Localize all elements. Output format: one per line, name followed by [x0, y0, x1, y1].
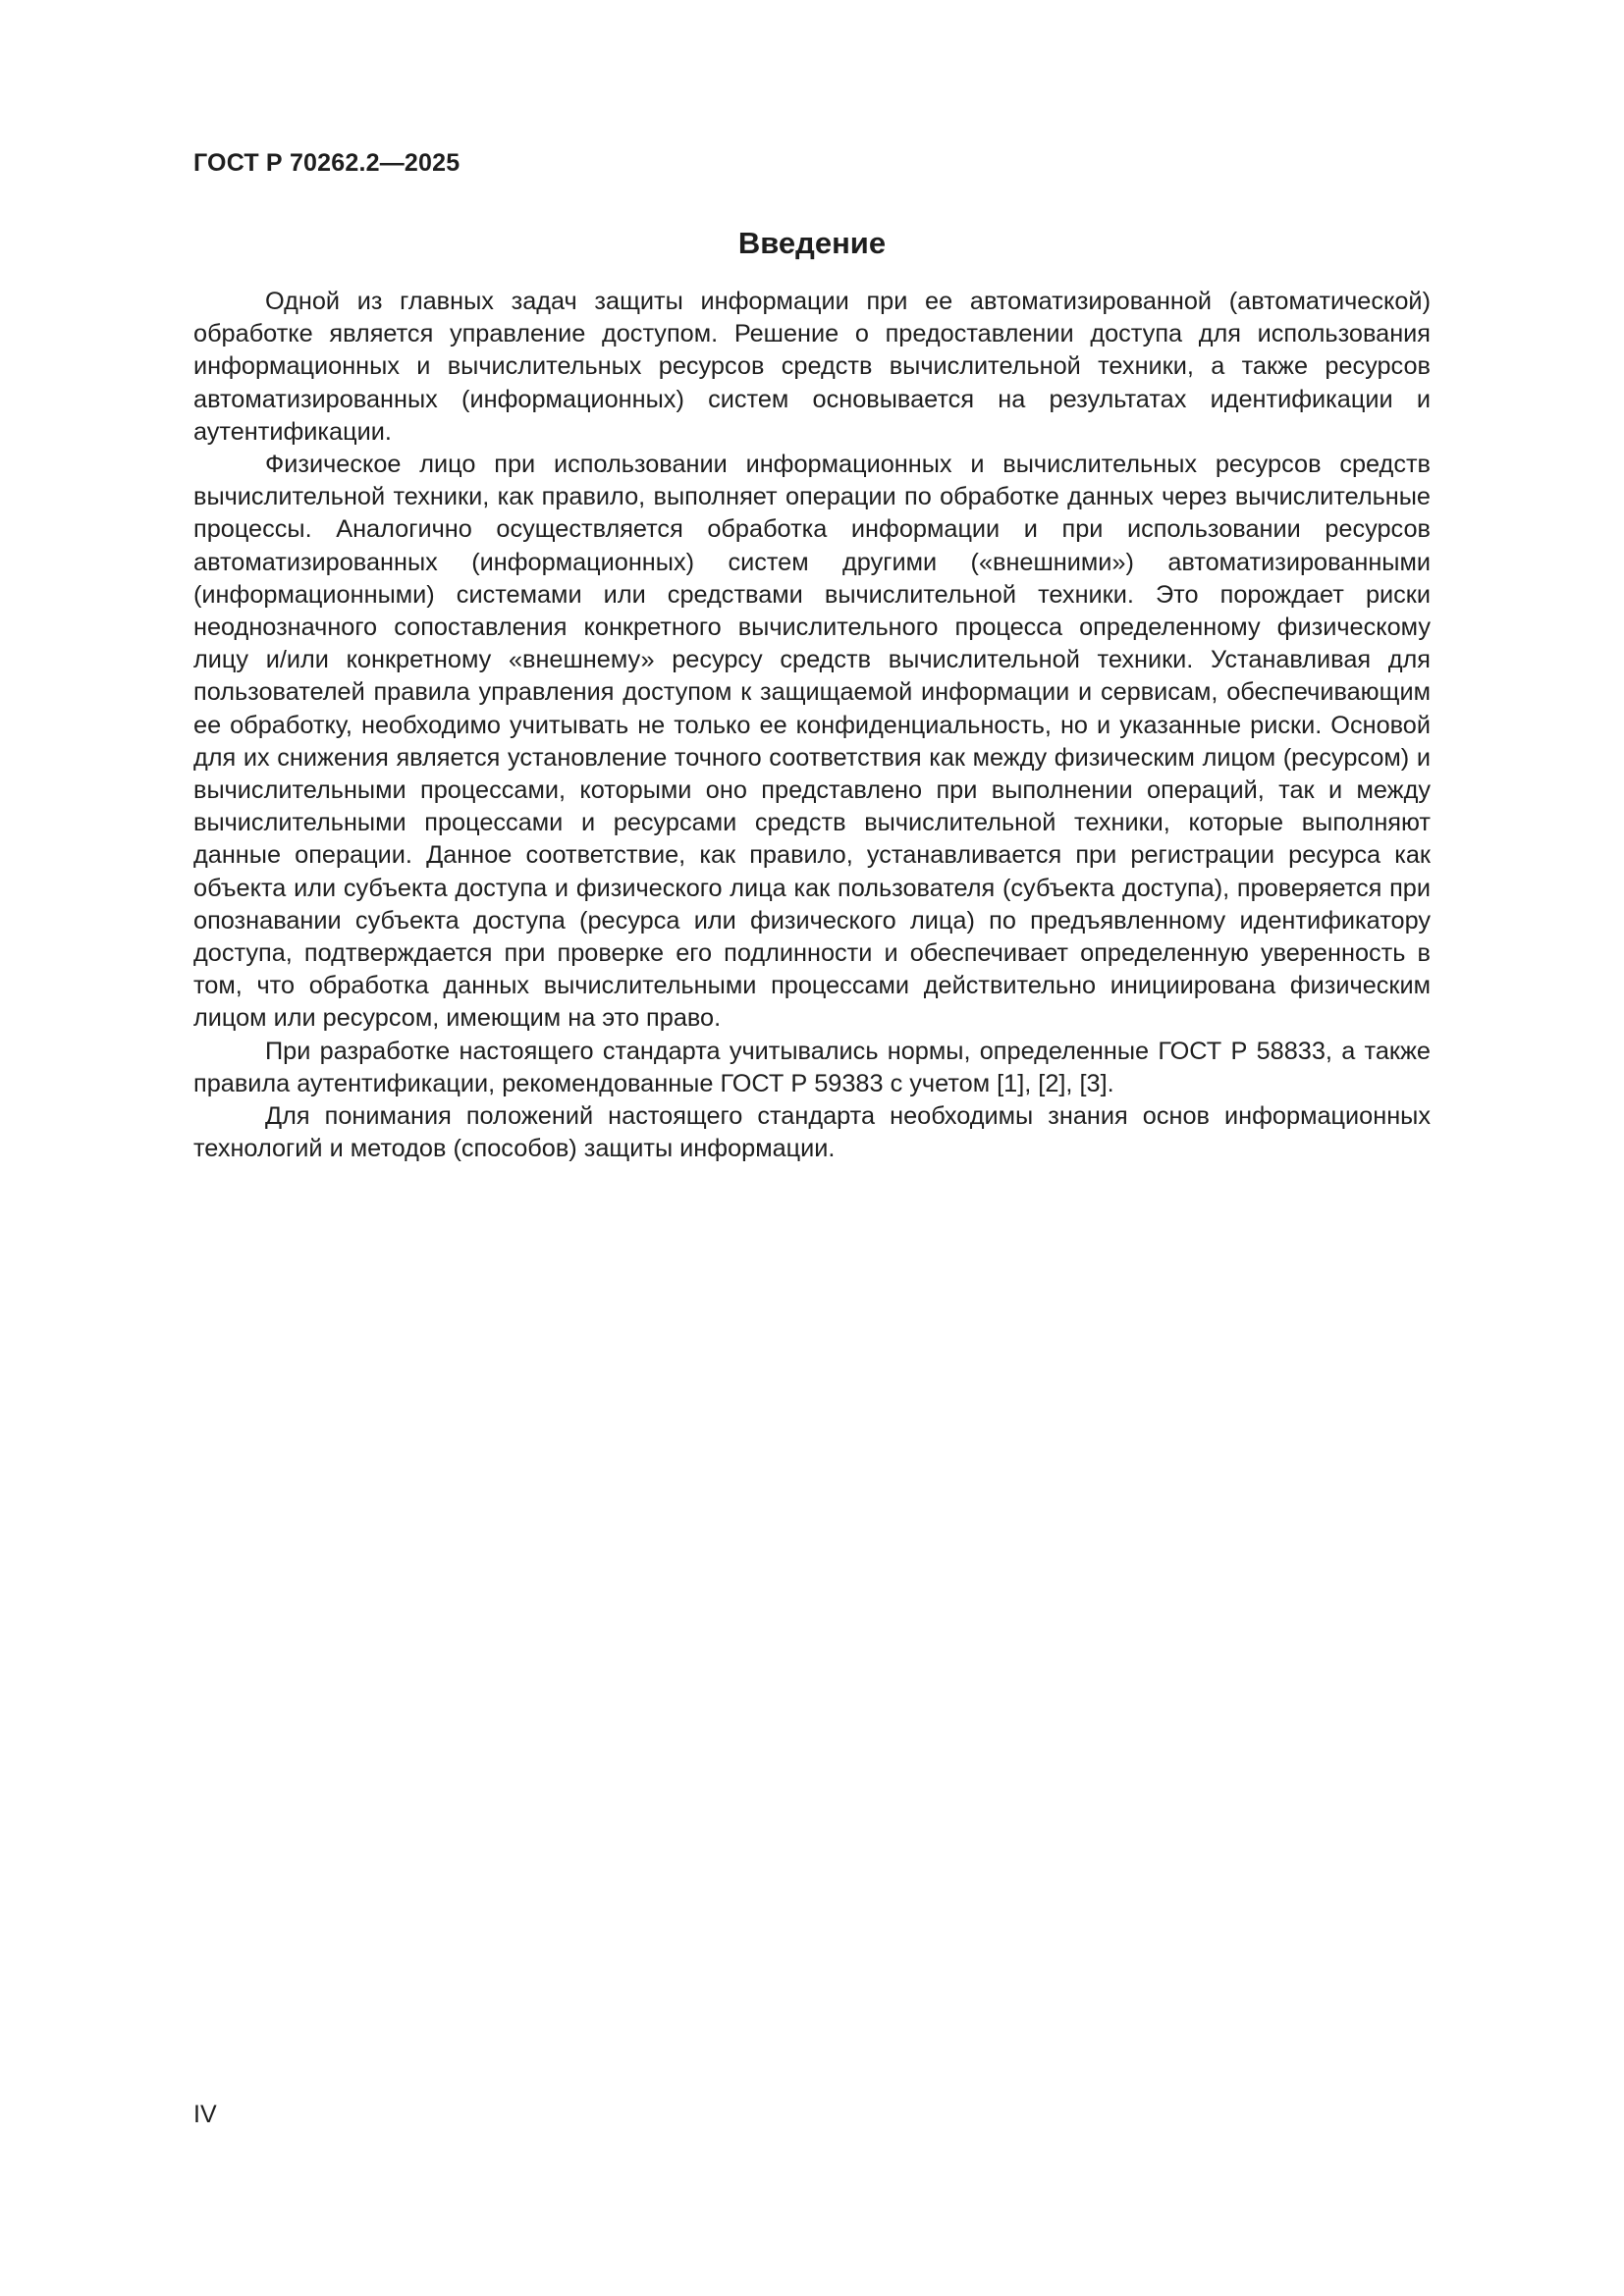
paragraph-1: Одной из главных задач защиты информации при ее автоматизированной (автоматической) обработке является управление доступом. Решение о предоставлении доступа для использования информационных и вычислительных ресурсов средств вычислительной техники, а также ресурсов автоматизированных (информационных) систем основывается на результатах идентификации и аутентификации.: [193, 288, 1431, 446]
paragraph-4: Для понимания положений настоящего стандарта необходимы знания основ информационных технологий и методов (способов) защиты информации.: [193, 1102, 1431, 1163]
document-header-standard-id: ГОСТ Р 70262.2—2025: [193, 149, 460, 177]
section-title: Введение: [737, 226, 887, 260]
body-text: [193, 286, 1431, 1165]
page-number: IV: [193, 2101, 217, 2128]
paragraph-2: Физическое лицо при использовании информационных и вычислительных ресурсов средств вычислительной техники, как правило, выполняет операции по обработке данных через вычислительные процессы. Аналогично осуществляется обработка информации и при использовании ресурсов автоматизированных (информационных) систем другими («внешними») автоматизированными (информационными) системами или средствами вычислительной техники. Это порождает риски неоднозначного сопоставления конкретного вычислительного процесса определенному физическому лицу и/или конкретному «внешнему» ресурсу средств вычислительной техники. Устанавливая для пользователей правила управления доступом к защищаемой информации и сервисам, обеспечивающим ее обработку, необходимо учитывать не только ее конфиденциальность, но и указанные риски. Основой для их снижения является установление точного соответствия как между физическим лицом (ресурсом) и вычислительными процессами, которыми оно представлено при выполнении операций, так и между вычислительными процессами и ресурсами средств вычислительной техники, которые выполняют данные операции. Данное соответствие, как правило, устанавливается при регистрации ресурса как объекта или субъекта доступа и физического лица как пользователя (субъекта доступа), проверяется при опознавании субъекта доступа (ресурса или физического лица) по предъявленному идентификатору доступа, подтверждается при проверке его подлинности и обеспечивает определенную уверенность в том, что обработка данных вычислительными процессами действительно инициирована физическим лицом или ресурсом, имеющим на это право.: [193, 451, 1431, 1033]
paragraph-3: При разработке настоящего стандарта учитывались нормы, определенные ГОСТ Р 58833, а также правила аутентификации, рекомендованные ГОСТ Р 59383 с учетом [1], [2], [3].: [193, 1037, 1431, 1097]
